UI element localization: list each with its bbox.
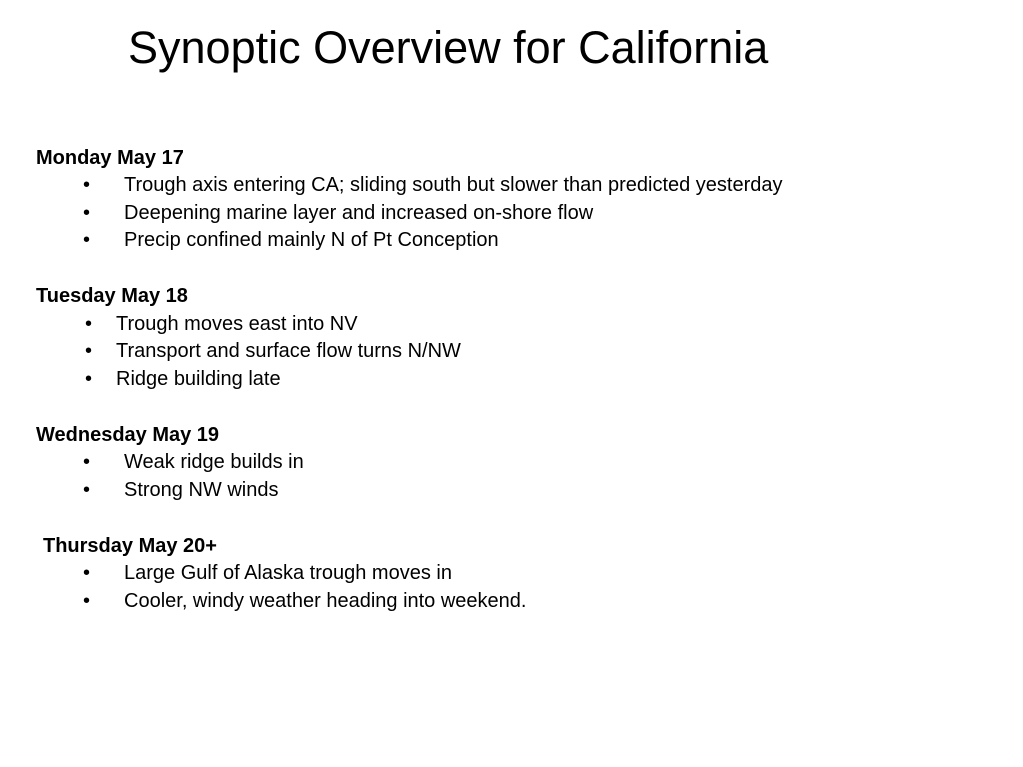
bullet-text: Precip confined mainly N of Pt Conception (124, 229, 499, 251)
bullet-text: Weak ridge builds in (124, 451, 304, 473)
section-heading-tuesday: Tuesday May 18 (36, 285, 188, 307)
bullet-icon: • (83, 202, 91, 224)
bullet-text: Large Gulf of Alaska trough moves in (124, 562, 452, 584)
bullet-icon: • (85, 340, 93, 362)
bullet-text: Transport and surface flow turns N/NW (116, 340, 461, 362)
section-heading-monday: Monday May 17 (36, 147, 184, 169)
bullet-icon: • (83, 479, 91, 501)
bullet-text: Ridge building late (116, 368, 281, 390)
bullet-icon: • (83, 562, 91, 584)
bullet-text: Trough moves east into NV (116, 313, 358, 335)
bullet-icon: • (83, 590, 91, 612)
slide-title: Synoptic Overview for California (128, 22, 769, 73)
bullet-text: Deepening marine layer and increased on-shore flow (124, 202, 594, 224)
bullet-icon: • (85, 368, 93, 390)
bullet-icon: • (83, 174, 91, 196)
bullet-icon: • (83, 451, 91, 473)
bullet-icon: • (83, 229, 91, 251)
bullet-text: Cooler, windy weather heading into weekend. (124, 590, 527, 612)
section-heading-thursday: Thursday May 20+ (43, 535, 217, 557)
bullet-icon: • (85, 313, 93, 335)
bullet-text: Trough axis entering CA; sliding south but slower than predicted yesterday (124, 174, 783, 196)
bullet-text: Strong NW winds (124, 479, 279, 501)
section-heading-wednesday: Wednesday May 19 (36, 424, 220, 446)
